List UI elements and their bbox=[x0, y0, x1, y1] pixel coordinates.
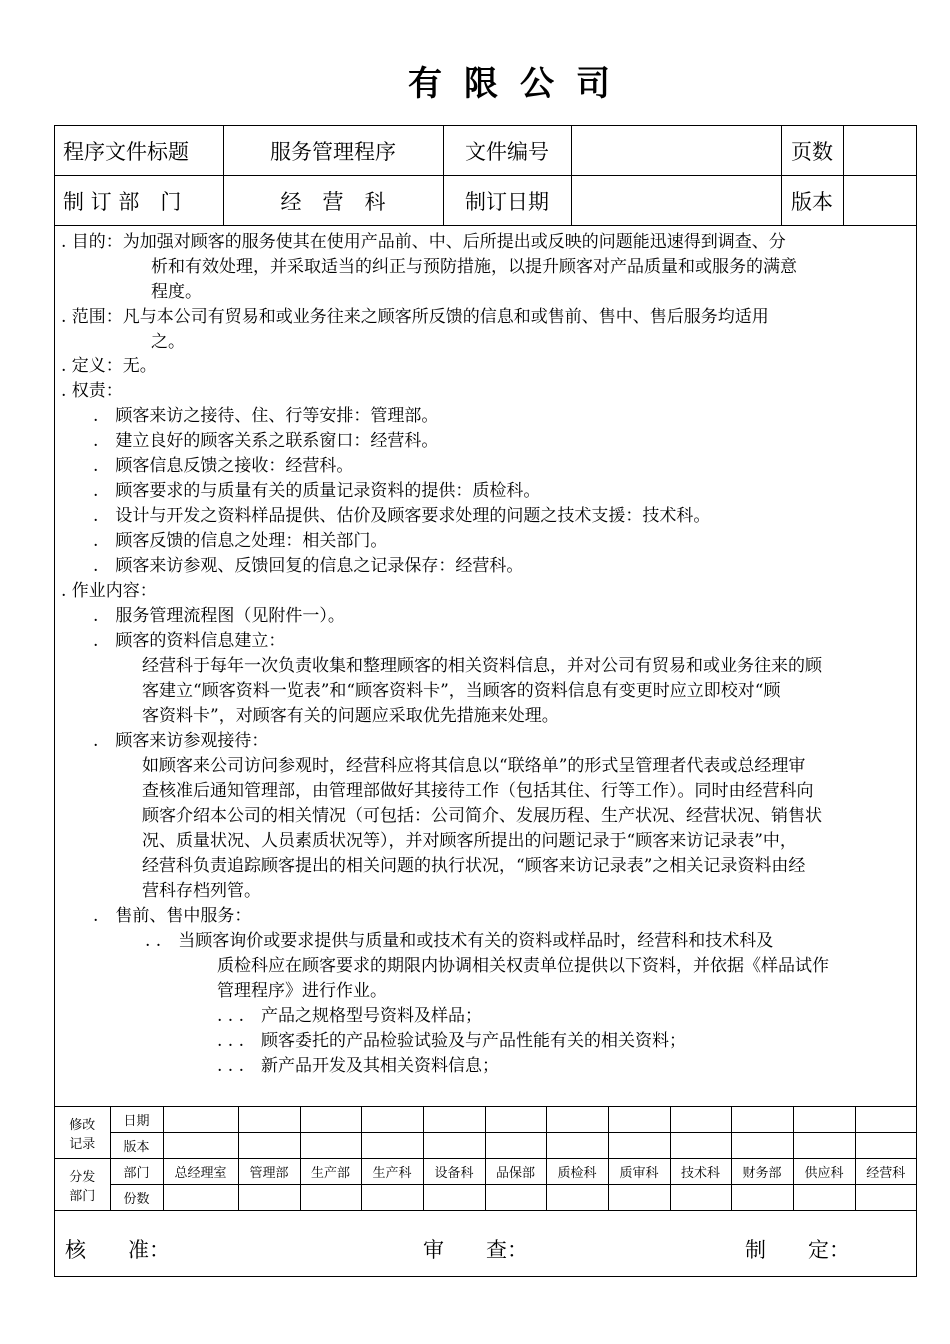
responsibility-item: . 顾客来访参观、反馈回复的信息之记录保存：经营科。 bbox=[93, 556, 524, 576]
sub-item-line: 管理程序》进行作业。 bbox=[217, 981, 387, 1001]
paragraph-line: 经营科于每年一次负责收集和整理顾客的相关资料信息，并对公司有贸易和或业务往来的顾 bbox=[142, 656, 822, 676]
paragraph-line: 查核准后通知管理部，由管理部做好其接待工作（包括其住、行等工作）。同时由经营科向 bbox=[142, 781, 814, 801]
sub-sub-item: . . . 新产品开发及其相关资料信息； bbox=[217, 1056, 500, 1076]
dept-label: 制 订 部 门 bbox=[55, 176, 223, 226]
responsibility-item: . 顾客信息反馈之接收：经营科。 bbox=[93, 456, 354, 476]
review-label: 审 查： bbox=[423, 1238, 528, 1262]
sub-sub-item: . . . 顾客委托的产品检验试验及与产品性能有关的相关资料； bbox=[217, 1031, 687, 1051]
procedure-content bbox=[55, 228, 916, 1106]
doc-number-value bbox=[571, 126, 781, 176]
dept-cell: 质审科 bbox=[608, 1159, 670, 1185]
responsibility-item: . 顾客反馈的信息之处理：相关部门。 bbox=[93, 531, 388, 551]
prepare-label: 制 定： bbox=[745, 1238, 850, 1262]
date-label: 制订日期 bbox=[443, 176, 571, 226]
responsibility-item: . 设计与开发之资料样品提供、估价及顾客要求处理的问题之技术支援：技术科。 bbox=[93, 506, 711, 526]
definition-line: . 定义：无。 bbox=[61, 356, 157, 376]
dept-cell: 财务部 bbox=[731, 1159, 793, 1185]
signature-row bbox=[55, 1216, 916, 1276]
dept-cell: 品保部 bbox=[485, 1159, 546, 1185]
dept-cell: 设备科 bbox=[423, 1159, 485, 1185]
dept-cell: 经营科 bbox=[855, 1159, 916, 1185]
paragraph-line: 营科存档列管。 bbox=[142, 881, 261, 901]
revision-distribution-table bbox=[55, 1106, 916, 1211]
company-title: 有限公司 bbox=[408, 64, 632, 104]
paragraph-line: 客建立“顾客资料一览表”和“顾客资料卡”，当顾客的资料信息有变更时应立即校对“顾 bbox=[142, 681, 781, 701]
paragraph-line: 况、质量状况、人员素质状况等），并对顾客所提出的问题记录于“顾客来访记录表”中， bbox=[142, 831, 797, 851]
responsibility-heading: . 权责： bbox=[61, 381, 123, 401]
operation-heading: . 作业内容： bbox=[61, 581, 157, 601]
dept-cell: 供应科 bbox=[793, 1159, 855, 1185]
dept-value: 经 营 科 bbox=[223, 176, 443, 226]
responsibility-item: . 顾客要求的与质量有关的质量记录资料的提供：质检科。 bbox=[93, 481, 541, 501]
distribution-label bbox=[55, 1159, 110, 1211]
paragraph-line: 客资料卡”，对顾客有关的问题应采取优先措施来处理。 bbox=[142, 706, 559, 726]
dept-cell: 技术科 bbox=[670, 1159, 731, 1185]
distribution-dept-label: 部门 bbox=[110, 1159, 163, 1185]
responsibility-item: . 顾客来访之接待、住、行等安排：管理部。 bbox=[93, 406, 439, 426]
approve-label: 核 准： bbox=[65, 1238, 170, 1262]
paragraph-line: 经营科负责追踪顾客提出的相关问题的执行状况，“顾客来访记录表”之相关记录资料由经 bbox=[142, 856, 806, 876]
sub-sub-item: . . . 产品之规格型号资料及样品； bbox=[217, 1006, 483, 1026]
header-table bbox=[55, 126, 916, 226]
operation-item: . 顾客来访参观接待： bbox=[93, 731, 269, 751]
date-value bbox=[571, 176, 781, 226]
operation-item: . 售前、售中服务： bbox=[93, 906, 252, 926]
scope-line-2: 之。 bbox=[151, 332, 185, 352]
purpose-line: . 目的：为加强对顾客的服务使其在使用产品前、中、后所提出或反映的问题能迅速得到调查、分 bbox=[61, 232, 786, 252]
document-frame bbox=[54, 125, 917, 1277]
version-label: 版本 bbox=[781, 176, 843, 226]
sub-item-line: 质检科应在顾客要求的期限内协调相关权责单位提供以下资料，并依据《样品试作 bbox=[217, 956, 829, 976]
doc-title-label: 程序文件标题 bbox=[55, 126, 223, 176]
version-value bbox=[843, 176, 916, 226]
copies-label: 份数 bbox=[110, 1185, 163, 1211]
paragraph-line: 如顾客来公司访问参观时，经营科应将其信息以“联络单”的形式呈管理者代表或总经理审 bbox=[142, 756, 806, 776]
doc-title-value: 服务管理程序 bbox=[223, 126, 443, 176]
dept-cell: 管理部 bbox=[238, 1159, 300, 1185]
responsibility-item: . 建立良好的顾客关系之联系窗口：经营科。 bbox=[93, 431, 439, 451]
dept-cell: 生产部 bbox=[300, 1159, 361, 1185]
purpose-line-2: 析和有效处理，并采取适当的纠正与预防措施，以提升顾客对产品质量和或服务的满意 bbox=[151, 257, 797, 277]
modify-record-label bbox=[55, 1107, 110, 1159]
paragraph-line: 顾客介绍本公司的相关情况（可包括：公司简介、发展历程、生产状况、经营状况、销售状 bbox=[142, 806, 822, 826]
sub-item: . . 当顾客询价或要求提供与质量和或技术有关的资料或样品时，经营科和技术科及 bbox=[145, 931, 774, 951]
dist-label-line-2: 部门 bbox=[69, 1188, 96, 1204]
pages-label: 页数 bbox=[781, 126, 843, 176]
dept-cell: 生产科 bbox=[361, 1159, 423, 1185]
pages-value bbox=[843, 126, 916, 176]
dept-cell: 质检科 bbox=[546, 1159, 608, 1185]
modify-label-line-2: 记录 bbox=[69, 1136, 96, 1152]
revision-date-label: 日期 bbox=[110, 1107, 163, 1133]
modify-label-line-1: 修改 bbox=[69, 1117, 96, 1133]
purpose-line-3: 程度。 bbox=[151, 282, 202, 302]
dist-label-line-1: 分发 bbox=[69, 1169, 96, 1185]
scope-line: . 范围：凡与本公司有贸易和或业务往来之顾客所反馈的信息和或售前、售中、售后服务均适用 bbox=[61, 307, 769, 327]
revision-version-label: 版本 bbox=[110, 1133, 163, 1159]
operation-item: . 顾客的资料信息建立： bbox=[93, 631, 286, 651]
dept-cell: 总经理室 bbox=[163, 1159, 238, 1185]
operation-item: . 服务管理流程图（见附件一）。 bbox=[93, 606, 345, 626]
doc-number-label: 文件编号 bbox=[443, 126, 571, 176]
